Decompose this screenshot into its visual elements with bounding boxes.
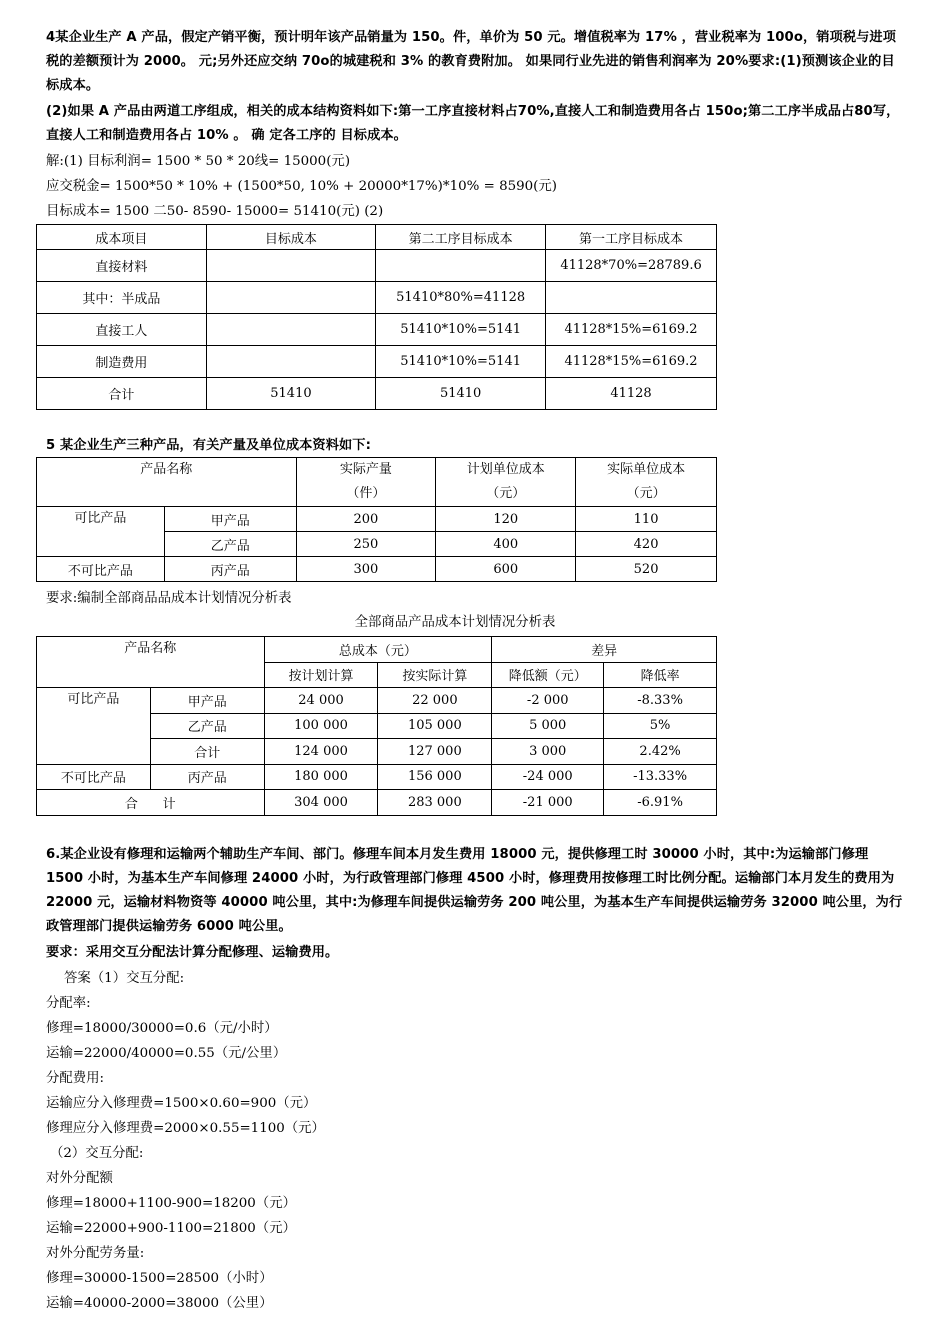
solution-line-2: 应交税金= 1500*50 * 10% + (1500*50, 10% + 20000*17%)*10% = 8590(元) — [46, 179, 557, 194]
table-cell: 制造费用 — [37, 346, 207, 378]
header-cell — [436, 458, 576, 507]
answer-line: 修理=18000+1100-900=18200（元） — [46, 1196, 296, 1211]
header-cell: 第二工序目标成本 — [376, 225, 546, 250]
table-cell: 100 000 — [264, 713, 378, 739]
table-cell: 400 — [436, 532, 576, 557]
answer-line: 分配费用: — [46, 1071, 105, 1086]
table-cell: 124 000 — [264, 739, 378, 765]
header-unit: （元） — [626, 486, 666, 501]
table-cell: 41128*70%=28789.6 — [546, 250, 717, 282]
header-label: 实际单位成本 — [607, 462, 686, 477]
table-total-row — [37, 378, 717, 410]
table-cell: -8.33% — [604, 688, 717, 714]
table-row — [37, 314, 717, 346]
problem5-requirement: 要求:编制全部商品品成本计划情况分析表 — [46, 591, 292, 606]
header-cell — [296, 458, 436, 507]
table-cell: 300 — [296, 557, 436, 582]
table-cell: 51410 — [206, 378, 376, 410]
table-cell: 180 000 — [264, 764, 378, 790]
table-cell: -6.91% — [604, 790, 717, 816]
cost-analysis-table — [36, 636, 717, 816]
table-cell: 105 000 — [378, 713, 492, 739]
table-row — [37, 507, 717, 532]
product-cost-table — [36, 457, 717, 582]
table-cell: 127 000 — [378, 739, 492, 765]
header-cell: 按计划计算 — [264, 662, 378, 688]
answer-line: 对外分配劳务量: — [46, 1246, 145, 1261]
answer-line: 分配率: — [46, 996, 91, 1011]
table-cell: 41128*15%=6169.2 — [546, 314, 717, 346]
answer-line: 运输=22000+900-1100=21800（元） — [46, 1221, 296, 1236]
answer-line: 对外分配额 — [46, 1171, 113, 1186]
target-cost-table — [36, 224, 717, 410]
answer-line: 运输=22000/40000=0.55（元/公里） — [46, 1046, 287, 1061]
table-cell: 22 000 — [378, 688, 492, 714]
table-row — [37, 282, 717, 314]
problem4-part2: (2)如果 A 产品由两道工序组成，相关的成本结构资料如下:第一工序直接材料占70%,直接人工和制造费用各占 150o;第二工序半成品占80写，直接人工和制造费用各占 10% 。 确 定各工序的 目标成本。 — [46, 104, 900, 143]
table-cell: 丙产品 — [164, 557, 296, 582]
table-cell: 250 — [296, 532, 436, 557]
answer-line: 修理应分入修理费=2000×0.55=1100（元） — [46, 1121, 325, 1136]
table-cell: 24 000 — [264, 688, 378, 714]
header-cell: 成本项目 — [37, 225, 207, 250]
table-cell: 2.42% — [604, 739, 717, 765]
table-cell — [206, 250, 376, 282]
table-cell: 200 — [296, 507, 436, 532]
table-cell: 其中：半成品 — [37, 282, 207, 314]
table-cell: 3 000 — [492, 739, 604, 765]
answer-line: 修理=18000/30000=0.6（元/小时） — [46, 1021, 278, 1036]
answer-line: 答案（1）交互分配: — [64, 971, 185, 986]
header-cell: 产品名称 — [37, 458, 297, 507]
analysis-table-title: 全部商品产品成本计划情况分析表 — [354, 615, 556, 630]
answer-line: 运输应分入修理费=1500×0.60=900（元） — [46, 1096, 317, 1111]
table-cell: 乙产品 — [164, 532, 296, 557]
solution-line-3: 目标成本= 1500 二50- 8590- 15000= 51410(元) (2) — [46, 204, 384, 219]
header-cell: 降低率 — [604, 662, 717, 688]
solution-line-1: 解:(1) 目标利润= 1500 * 50 * 20线= 15000(元) — [46, 154, 351, 169]
table-cell — [546, 282, 717, 314]
table-cell: 丙产品 — [150, 764, 264, 790]
table-cell: 乙产品 — [150, 713, 264, 739]
table-cell: 156 000 — [378, 764, 492, 790]
problem5-title: 5 某企业生产三种产品，有关产量及单位成本资料如下: — [46, 438, 371, 453]
table-cell: 51410 — [376, 378, 546, 410]
header-label: 实际产量 — [339, 462, 392, 477]
table-row — [37, 764, 717, 790]
table-row — [37, 688, 717, 714]
table-cell: 合计 — [150, 739, 264, 765]
header-cell — [576, 458, 717, 507]
total-label: 合 计 — [37, 790, 265, 816]
problem4-statement: 4某企业生产 A 产品，假定产销平衡，预计明年该产品销量为 150。件，单价为 50 元。增值税率为 17% ，营业税率为 100o，销项税与进项税的差额预计为 2000。 元;另外还应交纳 70o的城建税和 3% 的教育费附加。 如果同行业先进的销售利润率为 20%要求:(1)预测该企业的目标成本。 — [46, 30, 897, 93]
table-cell: -2 000 — [492, 688, 604, 714]
table-cell — [206, 282, 376, 314]
answer-line: （2）交互分配: — [50, 1146, 144, 1161]
table-cell: 51410*10%=5141 — [376, 314, 546, 346]
table-cell: 120 — [436, 507, 576, 532]
problem6-requirement: 要求：采用交互分配法计算分配修理、运输费用。 — [46, 945, 339, 960]
problem6-statement: 6.某企业设有修理和运输两个辅助生产车间、部门。修理车间本月发生费用 18000 元，提供修理工时 30000 小时，其中:为运输部门修理 1500 小时，为基本生产车间修理 24000 小时，为行政管理部门修理 4500 小时，修理费用按修理工时比例分配。运输部门本月发生的费用为 22000 元，运输材料物资等 40000 吨公里，其中:为修理车间提供运输劳务 200 吨公里，为基本生产车间提供运输劳务 32000 吨公里，为行政管理部门提供运输劳务 6000 吨公里。 — [46, 847, 903, 934]
header-cell: 降低额（元） — [492, 662, 604, 688]
table-cell: 甲产品 — [164, 507, 296, 532]
header-cell: 差异 — [492, 637, 717, 663]
header-cell: 产品名称 — [37, 637, 265, 688]
table-cell — [376, 250, 546, 282]
table-cell: -21 000 — [492, 790, 604, 816]
group-cell: 不可比产品 — [37, 764, 151, 790]
table-cell: 600 — [436, 557, 576, 582]
header-unit: （件） — [346, 486, 386, 501]
table-cell: -13.33% — [604, 764, 717, 790]
table-cell: 甲产品 — [150, 688, 264, 714]
table-cell — [206, 314, 376, 346]
table-row — [37, 250, 717, 282]
header-cell: 目标成本 — [206, 225, 376, 250]
table-header-row — [37, 458, 717, 507]
table-cell: 283 000 — [378, 790, 492, 816]
table-cell: 304 000 — [264, 790, 378, 816]
table-cell: 41128*15%=6169.2 — [546, 346, 717, 378]
table-cell — [206, 346, 376, 378]
table-cell: 直接工人 — [37, 314, 207, 346]
header-label: 计划单位成本 — [466, 462, 545, 477]
table-cell: 5 000 — [492, 713, 604, 739]
header-cell: 总成本（元） — [264, 637, 492, 663]
table-cell: 41128 — [546, 378, 717, 410]
group-cell: 可比产品 — [37, 688, 151, 765]
header-cell: 按实际计算 — [378, 662, 492, 688]
table-cell: 420 — [576, 532, 717, 557]
answer-line: 修理=30000-1500=28500（小时） — [46, 1271, 273, 1286]
group-cell: 不可比产品 — [37, 557, 165, 582]
table-cell: 51410*80%=41128 — [376, 282, 546, 314]
table-row — [37, 346, 717, 378]
table-cell: 合计 — [37, 378, 207, 410]
table-cell: 110 — [576, 507, 717, 532]
table-cell: 直接材料 — [37, 250, 207, 282]
table-cell: 520 — [576, 557, 717, 582]
header-cell: 第一工序目标成本 — [546, 225, 717, 250]
table-cell: 51410*10%=5141 — [376, 346, 546, 378]
table-header-row — [37, 225, 717, 250]
table-cell: -24 000 — [492, 764, 604, 790]
answer-line: 运输=40000-2000=38000（公里） — [46, 1296, 273, 1311]
group-cell: 可比产品 — [37, 507, 165, 557]
table-total-row — [37, 790, 717, 816]
table-row — [37, 557, 717, 582]
header-unit: （元） — [486, 486, 526, 501]
table-cell: 5% — [604, 713, 717, 739]
table-header-row — [37, 637, 717, 663]
